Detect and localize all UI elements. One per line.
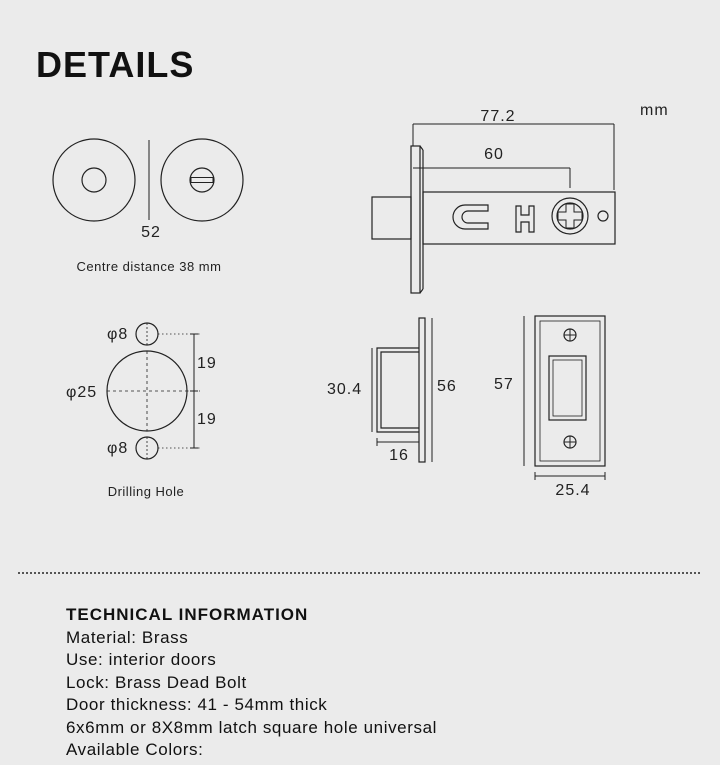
small-hole-bottom-label: φ8 bbox=[107, 440, 129, 457]
body-height-label: 30.4 bbox=[327, 381, 363, 398]
overall-length-label: 77.2 bbox=[480, 108, 516, 125]
dead-bolt-side-view bbox=[372, 318, 432, 462]
drilling-caption: Drilling Hole bbox=[107, 484, 185, 499]
technical-heading: TECHNICAL INFORMATION bbox=[66, 605, 309, 624]
faceplate-height-label: 56 bbox=[437, 378, 457, 395]
strike-height-label: 57 bbox=[494, 376, 514, 393]
units-label: mm bbox=[640, 102, 669, 119]
privacy-turn-rosette bbox=[53, 139, 135, 221]
technical-information bbox=[66, 604, 437, 762]
spec-latch-hole: 6x6mm or 8X8mm latch square hole universal bbox=[66, 717, 438, 737]
spec-door-thickness: Door thickness: 41 - 54mm thick bbox=[66, 695, 328, 714]
spec-use: Use: interior doors bbox=[66, 650, 217, 669]
spec-colors: Available Colors: bbox=[66, 740, 204, 759]
page-title: DETAILS bbox=[36, 44, 195, 85]
section-divider bbox=[18, 572, 700, 574]
drilling-hole-diagram bbox=[107, 323, 200, 459]
strike-width-label: 25.4 bbox=[555, 482, 591, 499]
rosette-width-label: 52 bbox=[141, 224, 161, 241]
strike-plate bbox=[524, 316, 605, 480]
large-hole-label: φ25 bbox=[66, 384, 98, 401]
release-indicator-rosette bbox=[161, 139, 243, 221]
spacing-lower-label: 19 bbox=[197, 411, 217, 428]
backset-label: 60 bbox=[484, 146, 504, 163]
depth-label: 16 bbox=[389, 447, 409, 464]
small-hole-top-label: φ8 bbox=[107, 326, 129, 343]
spacing-upper-label: 19 bbox=[197, 355, 217, 372]
spec-material: Material: Brass bbox=[66, 627, 189, 647]
spec-lock: Lock: Brass Dead Bolt bbox=[66, 672, 247, 692]
rosette-caption: Centre distance 38 mm bbox=[76, 259, 222, 274]
